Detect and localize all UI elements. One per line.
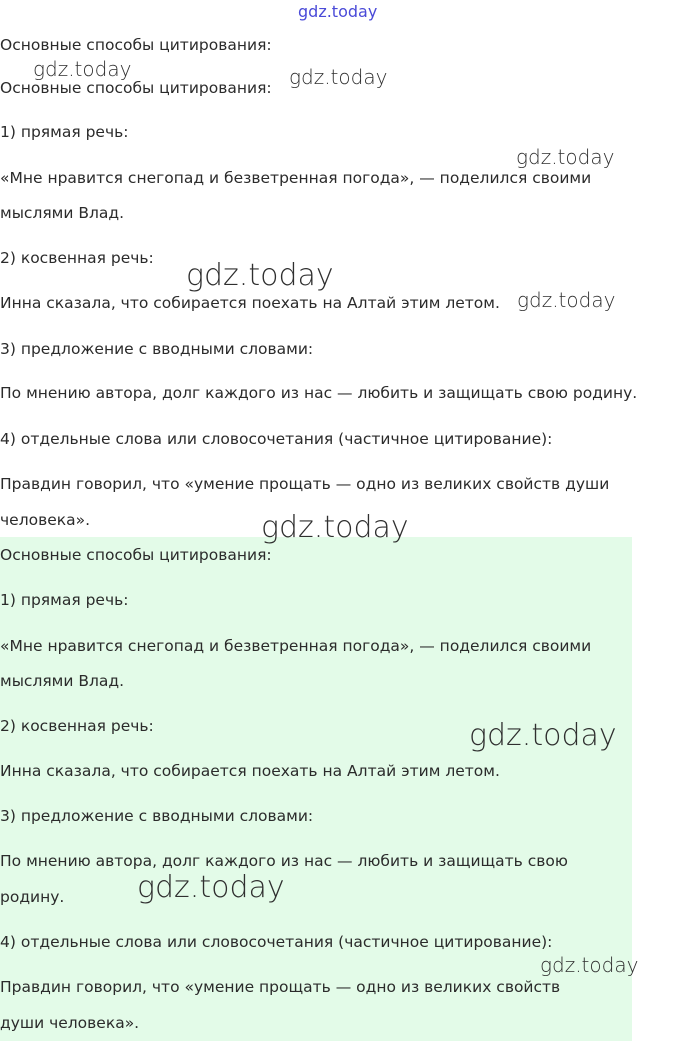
watermark: gdz.today — [261, 510, 409, 545]
answer-highlight-box — [0, 537, 632, 1041]
text-line: 4) отдельные слова или словосочетания (частичное цитирование): — [0, 430, 553, 448]
text-line: 3) предложение с вводными словами: — [0, 340, 314, 358]
text-line: «Мне нравится снегопад и безветренная погода», — поделился своими — [0, 169, 592, 187]
watermark: gdz.today — [469, 718, 617, 753]
watermark: gdz.today — [137, 870, 285, 905]
text-line: мыслями Влад. — [0, 204, 125, 222]
text-line: 1) прямая речь: — [0, 591, 129, 609]
text-line: человека». — [0, 511, 91, 529]
text-line: Основные способы цитирования: — [0, 36, 272, 54]
watermark: gdz.today — [516, 145, 615, 169]
text-line: родину. — [0, 888, 65, 906]
text-line: Инна сказала, что собирается поехать на Алтай этим летом. — [0, 294, 500, 312]
watermark: gdz.today — [540, 953, 639, 977]
text-line: Правдин говорил, что «умение прощать — одно из великих свойств — [0, 978, 561, 996]
text-line: мыслями Влад. — [0, 672, 125, 690]
text-line: «Мне нравится снегопад и безветренная погода», — поделился своими — [0, 637, 592, 655]
text-line: 3) предложение с вводными словами: — [0, 807, 314, 825]
text-line: Основные способы цитирования: — [0, 546, 272, 564]
text-line: Инна сказала, что собирается поехать на Алтай этим летом. — [0, 762, 500, 780]
text-line: По мнению автора, долг каждого из нас — любить и защищать свою — [0, 852, 568, 870]
text-line: Основные способы цитирования: — [0, 79, 272, 97]
text-line: 4) отдельные слова или словосочетания (частичное цитирование): — [0, 933, 553, 951]
text-line: 2) косвенная речь: — [0, 717, 154, 735]
text-line: 1) прямая речь: — [0, 123, 129, 141]
watermark: gdz.today — [289, 65, 388, 89]
text-line: 2) косвенная речь: — [0, 249, 154, 267]
text-line: Правдин говорил, что «умение прощать — одно из великих свойств души — [0, 475, 610, 493]
watermark: gdz.today — [33, 57, 132, 81]
watermark: gdz.today — [186, 258, 334, 293]
text-line: По мнению автора, долг каждого из нас — любить и защищать свою родину. — [0, 384, 638, 402]
top-watermark-link[interactable]: gdz.today — [298, 2, 378, 21]
text-line: души человека». — [0, 1014, 140, 1032]
watermark: gdz.today — [517, 288, 616, 312]
